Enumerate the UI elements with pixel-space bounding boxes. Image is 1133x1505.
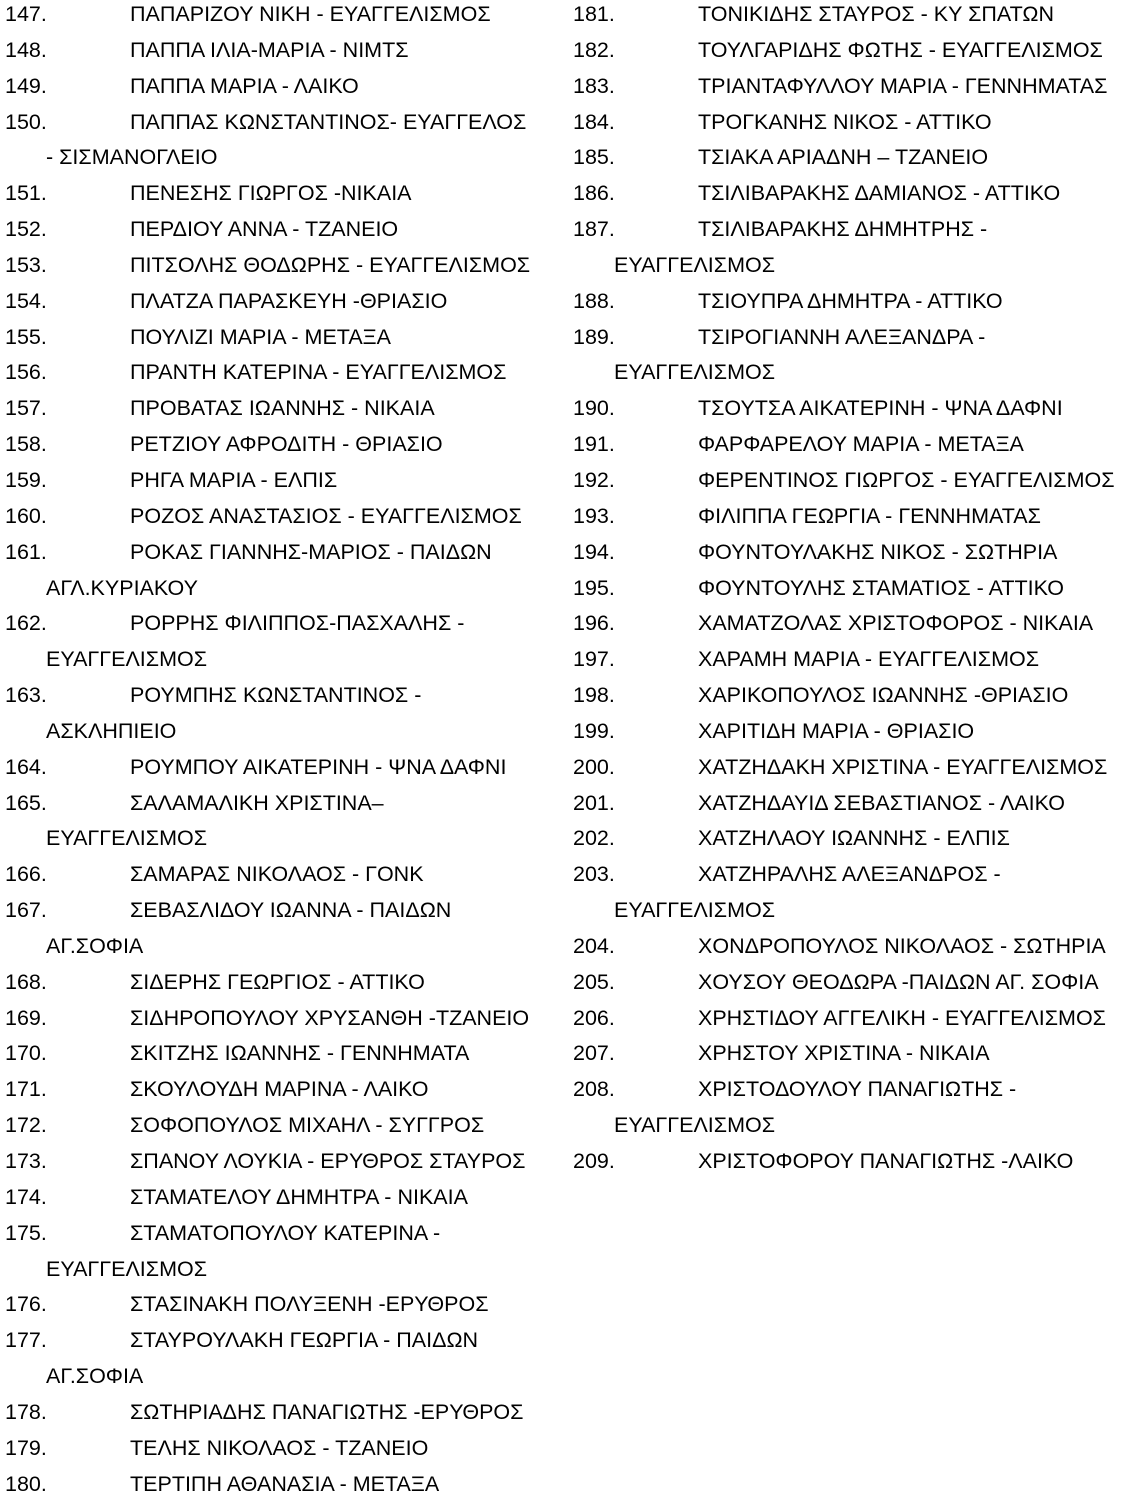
item-name: ΦΕΡΕΝΤΙΝΟΣ ΓΙΩΡΓΟΣ - ΕΥΑΓΓΕΛΙΣΜΟΣ — [698, 467, 1115, 492]
list-item — [568, 789, 1133, 825]
item-name: ΤΟΝΙΚΙΔΗΣ ΣΤΑΥΡΟΣ - ΚΥ ΣΠΑΤΩΝ — [698, 2, 1054, 26]
list-item — [0, 394, 560, 430]
item-number: 155. — [5, 324, 47, 349]
item-number: 171. — [5, 1077, 47, 1102]
item-number: 191. — [573, 432, 615, 457]
list-item — [0, 323, 560, 359]
item-name: ΠΡΟΒΑΤΑΣ ΙΩΑΝΝΗΣ - ΝΙΚΑΙΑ — [130, 396, 435, 421]
item-name: ΠΕΝΕΣΗΣ ΓΙΩΡΓΟΣ -ΝΙΚΑΙΑ — [130, 181, 412, 206]
item-number: 157. — [5, 396, 47, 421]
item-name-continuation: ΑΓ.ΣΟΦΙΑ — [46, 1364, 144, 1389]
item-number: 173. — [5, 1149, 47, 1173]
list-item — [0, 466, 560, 502]
list-item — [568, 72, 1133, 108]
item-name: ΤΣΙΡΟΓΙΑΝΝΗ ΑΛΕΞΑΝΔΡΑ - — [698, 324, 986, 349]
item-name: ΣΚΟΥΛΟΥΔΗ ΜΑΡΙΝΑ - ΛΑΙΚΟ — [130, 1077, 429, 1102]
item-number: 199. — [573, 718, 615, 743]
item-number: 156. — [5, 360, 47, 385]
item-number: 192. — [573, 467, 615, 492]
item-number: 195. — [573, 575, 615, 600]
item-name-continuation: ΕΥΑΓΓΕΛΙΣΜΟΣ — [614, 252, 775, 277]
item-number: 152. — [5, 217, 47, 242]
list-item — [568, 466, 1133, 502]
item-number: 178. — [5, 1399, 47, 1424]
item-name: ΣΤΑΥΡΟΥΛΑΚΗ ΓΕΩΡΓΙΑ - ΠΑΙΔΩΝ — [130, 1328, 479, 1353]
list-item — [0, 1183, 560, 1219]
item-number: 181. — [573, 2, 615, 26]
list-item — [0, 753, 560, 789]
list-item — [568, 179, 1133, 215]
item-name: ΡΟΥΜΠΟΥ ΑΙΚΑΤΕΡΙΝΗ - ΨΝΑ ΔΑΦΝΙ — [130, 754, 507, 779]
item-number: 163. — [5, 683, 47, 708]
list-item — [568, 394, 1133, 430]
item-name: ΧΡΗΣΤΙΔΟΥ ΑΓΓΕΛΙΚΗ - ΕΥΑΓΓΕΛΙΣΜΟΣ — [698, 1005, 1106, 1030]
item-number: 169. — [5, 1005, 47, 1030]
item-number: 159. — [5, 467, 47, 492]
item-number: 179. — [5, 1435, 47, 1460]
list-item — [0, 36, 560, 72]
item-name: ΤΣΙΑΚΑ ΑΡΙΑΔΝΗ – ΤΖΑΝΕΙΟ — [698, 145, 989, 170]
list-item — [0, 430, 560, 466]
item-name: ΧΑΡΙΚΟΠΟΥΛΟΣ ΙΩΑΝΝΗΣ -ΘΡΙΑΣΙΟ — [698, 683, 1069, 708]
item-number: 182. — [573, 37, 615, 62]
item-name: ΡΗΓΑ ΜΑΡΙΑ - ΕΛΠΙΣ — [130, 467, 338, 492]
item-number: 160. — [5, 503, 47, 528]
item-name: ΦΑΡΦΑΡΕΛΟΥ ΜΑΡΙΑ - ΜΕΤΑΞΑ — [698, 432, 1024, 457]
list-item — [568, 681, 1133, 717]
item-name: ΣΕΒΑΣΛΙΔΟΥ ΙΩΑΝΝΑ - ΠΑΙΔΩΝ — [130, 898, 452, 923]
item-number: 189. — [573, 324, 615, 349]
item-name: ΣΩΤΗΡΙΑΔΗΣ ΠΑΝΑΓΙΩΤΗΣ -ΕΡΥΘΡΟΣ — [130, 1399, 524, 1424]
item-name: ΡΟΖΟΣ ΑΝΑΣΤΑΣΙΟΣ - ΕΥΑΓΓΕΛΙΣΜΟΣ — [130, 503, 522, 528]
list-item — [568, 1147, 1133, 1183]
item-number: 203. — [573, 862, 615, 887]
item-name: ΤΣΙΟΥΠΡΑ ΔΗΜΗΤΡΑ - ΑΤΤΙΚΟ — [698, 288, 1003, 313]
item-number: 165. — [5, 790, 47, 815]
list-item — [568, 143, 1133, 179]
item-name: ΣΚΙΤΖΗΣ ΙΩΑΝΝΗΣ - ΓΕΝΝΗΜΑΤΑ — [130, 1041, 470, 1066]
list-item — [568, 215, 1133, 287]
list-item — [568, 609, 1133, 645]
item-name: ΣΙΔΗΡΟΠΟΥΛΟΥ ΧΡΥΣΑΝΘΗ -ΤΖΑΝΕΙΟ — [130, 1005, 530, 1030]
item-name-continuation: ΑΓ.ΣΟΦΙΑ — [46, 933, 144, 958]
right-column — [568, 0, 1133, 1183]
item-number: 184. — [573, 109, 615, 134]
item-number: 209. — [573, 1149, 615, 1173]
list-item — [568, 932, 1133, 968]
item-number: 206. — [573, 1005, 615, 1030]
list-item — [0, 968, 560, 1004]
list-item — [0, 1075, 560, 1111]
list-item — [0, 0, 560, 36]
list-item — [568, 824, 1133, 860]
item-name: ΠΛΑΤΖΑ ΠΑΡΑΣΚΕΥΗ -ΘΡΙΑΣΙΟ — [130, 288, 448, 313]
item-name: ΧΑΡΑΜΗ ΜΑΡΙΑ - ΕΥΑΓΓΕΛΙΣΜΟΣ — [698, 647, 1039, 672]
item-name: ΠΑΠΑΡΙΖΟΥ ΝΙΚΗ - ΕΥΑΓΓΕΛΙΣΜΟΣ — [130, 2, 491, 26]
item-name: ΧΑΤΖΗΛΑΟΥ ΙΩΑΝΝΗΣ - ΕΛΠΙΣ — [698, 826, 1010, 851]
item-number: 150. — [5, 109, 47, 134]
list-item — [568, 1004, 1133, 1040]
item-name-continuation: - ΣΙΣΜΑΝΟΓΛΕΙΟ — [46, 145, 218, 170]
item-name: ΧΡΙΣΤΟΦΟΡΟΥ ΠΑΝΑΓΙΩΤΗΣ -ΛΑΙΚΟ — [698, 1149, 1074, 1173]
item-name-continuation: ΑΓΛ.ΚΥΡΙΑΚΟΥ — [46, 575, 198, 600]
list-item — [0, 179, 560, 215]
item-number: 180. — [5, 1471, 47, 1496]
list-item — [568, 430, 1133, 466]
item-name: ΠΙΤΣΟΛΗΣ ΘΟΔΩΡΗΣ - ΕΥΑΓΓΕΛΙΣΜΟΣ — [130, 252, 531, 277]
item-number: 176. — [5, 1292, 47, 1317]
item-name: ΧΟΥΣΟΥ ΘΕΟΔΩΡΑ -ΠΑΙΔΩΝ ΑΓ. ΣΟΦΙΑ — [698, 969, 1099, 994]
list-item — [0, 108, 560, 180]
item-number: 193. — [573, 503, 615, 528]
left-column — [0, 0, 560, 1505]
item-number: 166. — [5, 862, 47, 887]
list-item — [568, 645, 1133, 681]
item-name: ΡΕΤΖΙΟΥ ΑΦΡΟΔΙΤΗ - ΘΡΙΑΣΙΟ — [130, 432, 443, 457]
item-number: 185. — [573, 145, 615, 170]
list-item — [0, 1039, 560, 1075]
item-name: ΧΡΗΣΤΟΥ ΧΡΙΣΤΙΝΑ - ΝΙΚΑΙΑ — [698, 1041, 990, 1066]
list-item — [568, 860, 1133, 932]
list-item — [0, 860, 560, 896]
item-name: ΣΟΦΟΠΟΥΛΟΣ ΜΙΧΑΗΛ - ΣΥΓΓΡΟΣ — [130, 1113, 485, 1138]
item-number: 170. — [5, 1041, 47, 1066]
list-item — [0, 538, 560, 610]
item-name-continuation: ΕΥΑΓΓΕΛΙΣΜΟΣ — [46, 1256, 207, 1281]
list-item — [568, 36, 1133, 72]
list-item — [0, 502, 560, 538]
item-number: 197. — [573, 647, 615, 672]
item-number: 198. — [573, 683, 615, 708]
list-item — [568, 502, 1133, 538]
list-item — [568, 538, 1133, 574]
item-name: ΦΙΛΙΠΠΑ ΓΕΩΡΓΙΑ - ΓΕΝΝΗΜΑΤΑΣ — [698, 503, 1041, 528]
item-name: ΣΑΛΑΜΑΛΙΚΗ ΧΡΙΣΤΙΝΑ– — [130, 790, 384, 815]
list-item — [568, 287, 1133, 323]
item-number: 204. — [573, 933, 615, 958]
list-item — [568, 1075, 1133, 1147]
list-item — [0, 1147, 560, 1183]
item-name: ΧΑΜΑΤΖΟΛΑΣ ΧΡΙΣΤΟΦΟΡΟΣ - ΝΙΚΑΙΑ — [698, 611, 1094, 636]
item-name: ΣΤΑΜΑΤΕΛΟΥ ΔΗΜΗΤΡΑ - ΝΙΚΑΙΑ — [130, 1184, 468, 1209]
item-number: 164. — [5, 754, 47, 779]
item-name: ΤΕΛΗΣ ΝΙΚΟΛΑΟΣ - ΤΖΑΝΕΙΟ — [130, 1435, 429, 1460]
item-name-continuation: ΕΥΑΓΓΕΛΙΣΜΟΣ — [614, 1113, 775, 1138]
list-item — [0, 251, 560, 287]
item-number: 175. — [5, 1220, 47, 1245]
item-name: ΦΟΥΝΤΟΥΛΗΣ ΣΤΑΜΑΤΙΟΣ - ΑΤΤΙΚΟ — [698, 575, 1064, 600]
item-number: 190. — [573, 396, 615, 421]
item-number: 201. — [573, 790, 615, 815]
item-number: 187. — [573, 217, 615, 242]
list-item — [568, 323, 1133, 395]
list-item — [568, 108, 1133, 144]
list-item — [0, 789, 560, 861]
item-name: ΠΑΠΠΑ ΜΑΡΙΑ - ΛΑΙΚΟ — [130, 73, 359, 98]
item-name: ΤΡΟΓΚΑΝΗΣ ΝΙΚΟΣ - ΑΤΤΙΚΟ — [698, 109, 992, 134]
item-name: ΧΑΤΖΗΡΑΛΗΣ ΑΛΕΞΑΝΔΡΟΣ - — [698, 862, 1001, 887]
item-name: ΧΑΤΖΗΔΑΚΗ ΧΡΙΣΤΙΝΑ - ΕΥΑΓΓΕΛΙΣΜΟΣ — [698, 754, 1108, 779]
item-number: 172. — [5, 1113, 47, 1138]
list-item — [0, 681, 560, 753]
item-name: ΤΡΙΑΝΤΑΦΥΛΛΟΥ ΜΑΡΙΑ - ΓΕΝΝΗΜΑΤΑΣ — [698, 73, 1108, 98]
item-name: ΣΙΔΕΡΗΣ ΓΕΩΡΓΙΟΣ - ΑΤΤΙΚΟ — [130, 969, 425, 994]
list-item — [0, 609, 560, 681]
item-number: 154. — [5, 288, 47, 313]
item-name-continuation: ΕΥΑΓΓΕΛΙΣΜΟΣ — [46, 826, 207, 851]
item-number: 177. — [5, 1328, 47, 1353]
item-number: 158. — [5, 432, 47, 457]
item-name-continuation: ΕΥΑΓΓΕΛΙΣΜΟΣ — [46, 647, 207, 672]
item-number: 202. — [573, 826, 615, 851]
list-item — [568, 0, 1133, 36]
item-name: ΠΡΑΝΤΗ ΚΑΤΕΡΙΝΑ - ΕΥΑΓΓΕΛΙΣΜΟΣ — [130, 360, 507, 385]
list-item — [0, 1111, 560, 1147]
list-item — [0, 287, 560, 323]
list-item — [568, 968, 1133, 1004]
list-item — [0, 1219, 560, 1291]
list-item — [0, 896, 560, 968]
item-number: 208. — [573, 1077, 615, 1102]
list-item — [0, 1326, 560, 1398]
item-name: ΡΟΚΑΣ ΓΙΑΝΝΗΣ-ΜΑΡΙΟΣ - ΠΑΙΔΩΝ — [130, 539, 492, 564]
item-name: ΤΣΙΛΙΒΑΡΑΚΗΣ ΔΑΜΙΑΝΟΣ - ΑΤΤΙΚΟ — [698, 181, 1061, 206]
item-number: 151. — [5, 181, 47, 206]
item-number: 149. — [5, 73, 47, 98]
list-item — [568, 1039, 1133, 1075]
item-name: ΦΟΥΝΤΟΥΛΑΚΗΣ ΝΙΚΟΣ - ΣΩΤΗΡΙΑ — [698, 539, 1058, 564]
item-name: ΣΑΜΑΡΑΣ ΝΙΚΟΛΑΟΣ - ΓΟΝΚ — [130, 862, 424, 887]
item-number: 161. — [5, 539, 47, 564]
item-number: 153. — [5, 252, 47, 277]
item-name: ΠΕΡΔΙΟΥ ΑΝΝΑ - ΤΖΑΝΕΙΟ — [130, 217, 399, 242]
item-name-continuation: ΕΥΑΓΓΕΛΙΣΜΟΣ — [614, 898, 775, 923]
list-item — [0, 1434, 560, 1470]
item-number: 186. — [573, 181, 615, 206]
item-number: 162. — [5, 611, 47, 636]
item-number: 148. — [5, 37, 47, 62]
list-item — [568, 574, 1133, 610]
list-item — [0, 1290, 560, 1326]
item-name: ΤΣΟΥΤΣΑ ΑΙΚΑΤΕΡΙΝΗ - ΨΝΑ ΔΑΦΝΙ — [698, 396, 1063, 421]
item-name: ΧΑΡΙΤΙΔΗ ΜΑΡΙΑ - ΘΡΙΑΣΙΟ — [698, 718, 975, 743]
item-name: ΣΠΑΝΟΥ ΛΟΥΚΙΑ - ΕΡΥΘΡΟΣ ΣΤΑΥΡΟΣ — [130, 1149, 526, 1173]
list-item — [0, 215, 560, 251]
item-name: ΡΟΥΜΠΗΣ ΚΩΝΣΤΑΝΤΙΝΟΣ - — [130, 683, 422, 708]
item-number: 183. — [573, 73, 615, 98]
item-name: ΡΟΡΡΗΣ ΦΙΛΙΠΠΟΣ-ΠΑΣΧΑΛΗΣ - — [130, 611, 465, 636]
item-name-continuation: ΑΣΚΛΗΠΙΕΙΟ — [46, 718, 177, 743]
item-number: 188. — [573, 288, 615, 313]
list-item — [0, 1398, 560, 1434]
list-item — [568, 753, 1133, 789]
item-number: 205. — [573, 969, 615, 994]
item-name: ΤΕΡΤΙΠΗ ΑΘΑΝΑΣΙΑ - ΜΕΤΑΞΑ — [130, 1471, 440, 1496]
list-item — [0, 358, 560, 394]
item-number: 174. — [5, 1184, 47, 1209]
item-name: ΧΑΤΖΗΔΑΥΙΔ ΣΕΒΑΣΤΙΑΝΟΣ - ΛΑΙΚΟ — [698, 790, 1066, 815]
item-name: ΠΑΠΠΑ ΙΛΙΑ-ΜΑΡΙΑ - ΝΙΜΤΣ — [130, 37, 409, 62]
item-name: ΧΟΝΔΡΟΠΟΥΛΟΣ ΝΙΚΟΛΑΟΣ - ΣΩΤΗΡΙΑ — [698, 933, 1106, 958]
item-name: ΠΑΠΠΑΣ ΚΩΝΣΤΑΝΤΙΝΟΣ- ΕΥΑΓΓΕΛΟΣ — [130, 109, 527, 134]
item-number: 194. — [573, 539, 615, 564]
list-item — [568, 717, 1133, 753]
list-item — [0, 1004, 560, 1040]
item-number: 168. — [5, 969, 47, 994]
item-number: 196. — [573, 611, 615, 636]
item-name: ΤΟΥΛΓΑΡΙΔΗΣ ΦΩΤΗΣ - ΕΥΑΓΓΕΛΙΣΜΟΣ — [698, 37, 1103, 62]
item-number: 207. — [573, 1041, 615, 1066]
item-name: ΠΟΥΛΙΖΙ ΜΑΡΙΑ - ΜΕΤΑΞΑ — [130, 324, 391, 349]
item-name: ΧΡΙΣΤΟΔΟΥΛΟΥ ΠΑΝΑΓΙΩΤΗΣ - — [698, 1077, 1017, 1102]
item-name: ΤΣΙΛΙΒΑΡΑΚΗΣ ΔΗΜΗΤΡΗΣ - — [698, 217, 988, 242]
item-name-continuation: ΕΥΑΓΓΕΛΙΣΜΟΣ — [614, 360, 775, 385]
item-number: 167. — [5, 898, 47, 923]
item-number: 200. — [573, 754, 615, 779]
list-item — [0, 72, 560, 108]
item-number: 147. — [5, 2, 47, 26]
item-name: ΣΤΑΜΑΤΟΠΟΥΛΟΥ ΚΑΤΕΡΙΝΑ - — [130, 1220, 441, 1245]
item-name: ΣΤΑΣΙΝΑΚΗ ΠΟΛΥΞΕΝΗ -ΕΡΥΘΡΟΣ — [130, 1292, 489, 1317]
